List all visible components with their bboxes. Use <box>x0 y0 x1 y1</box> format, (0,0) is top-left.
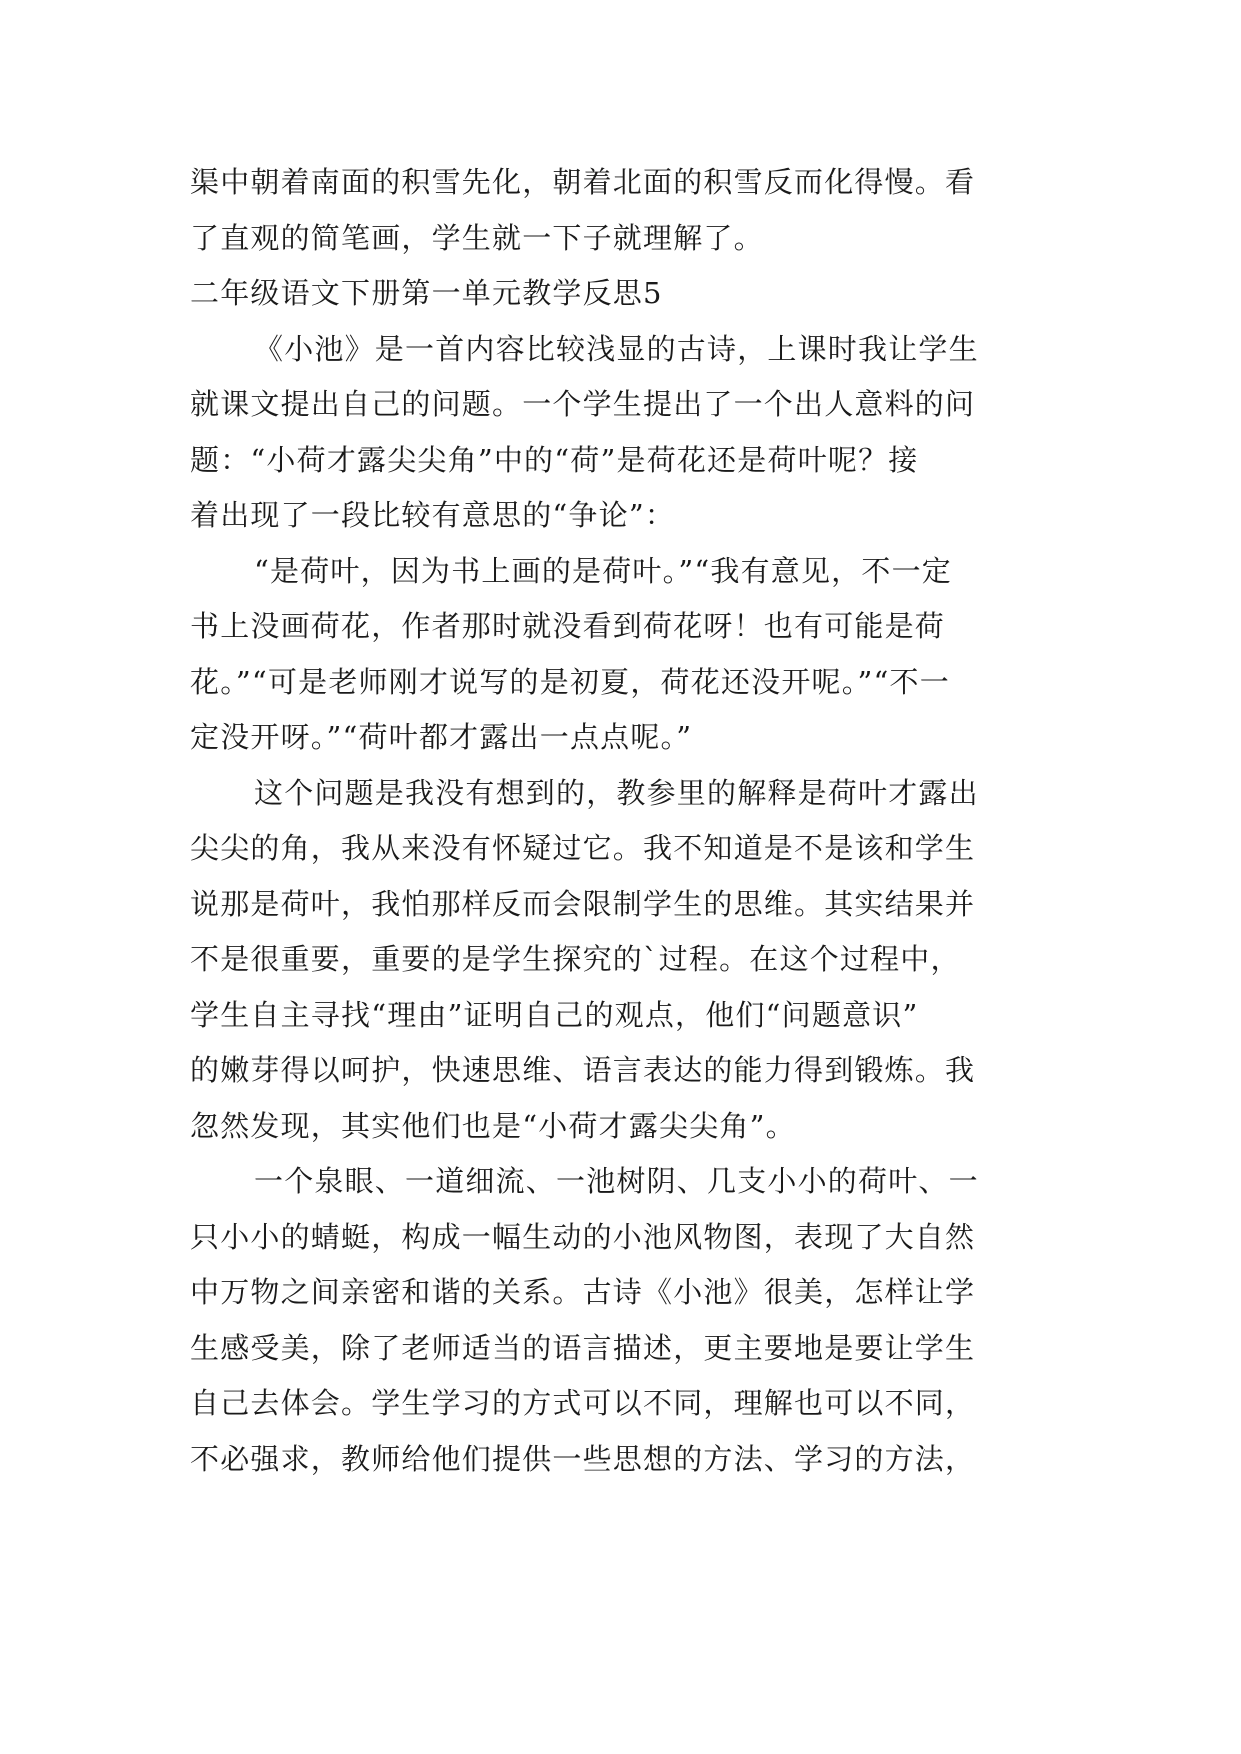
text-line: 就课文提出自己的问题。一个学生提出了一个出人意料的问 <box>190 387 976 421</box>
text-line: 花。”“可是老师刚才说写的是初夏，荷花还没开呢。”“不一 <box>190 664 950 699</box>
text-line: 渠中朝着南面的积雪先化，朝着北面的积雪反而化得慢。看 <box>190 165 976 199</box>
text-line: 尖尖的角，我从来没有怀疑过它。我不知道是不是该和学生 <box>190 831 976 865</box>
text-line: 学生自主寻找“理由”证明自己的观点，他们“问题意识” <box>190 997 919 1032</box>
text-line: 忽然发现，其实他们也是“小荷才露尖尖角”。 <box>190 1108 796 1143</box>
text-line: 了直观的简笔画，学生就一下子就理解了。 <box>190 220 764 255</box>
text-line: 自己去体会。学生学习的方式可以不同，理解也可以不同， <box>190 1386 976 1420</box>
text-line: 生感受美，除了老师适当的语言描述，更主要地是要让学生 <box>190 1330 976 1365</box>
text-line: 说那是荷叶，我怕那样反而会限制学生的思维。其实结果并 <box>190 886 976 921</box>
text-line: 只小小的蜻蜓，构成一幅生动的小池风物图，表现了大自然 <box>190 1219 976 1254</box>
text-line: 中万物之间亲密和谐的关系。古诗《小池》很美，怎样让学 <box>190 1275 976 1309</box>
text-line: 定没开呀。”“荷叶都才露出一点点呢。” <box>190 720 693 754</box>
text-line: 《小池》是一首内容比较浅显的古诗，上课时我让学生 <box>254 331 979 366</box>
text-line: 题：“小荷才露尖尖角”中的“荷”是荷花还是荷叶呢？接 <box>190 442 919 477</box>
text-line: 着出现了一段比较有意思的“争论”： <box>190 498 676 532</box>
text-line: 的嫩芽得以呵护，快速思维、语言表达的能力得到锻炼。我 <box>190 1053 976 1087</box>
document-body <box>190 155 1048 1487</box>
text-line: 不必强求，教师给他们提供一些思想的方法、学习的方法， <box>190 1441 976 1476</box>
text-line: “是荷叶，因为书上画的是荷叶。”“我有意见，不一定 <box>254 553 952 588</box>
text-line: 不是很重要，重要的是学生探究的`过程。在这个过程中， <box>190 942 961 976</box>
text-line: 这个问题是我没有想到的，教参里的解释是荷叶才露出 <box>254 775 979 810</box>
text-line: 书上没画荷花，作者那时就没看到荷花呀！也有可能是荷 <box>190 609 946 643</box>
text-line: 一个泉眼、一道细流、一池树阴、几支小小的荷叶、一 <box>254 1164 979 1198</box>
section-heading: 二年级语文下册第一单元教学反思5 <box>190 276 663 310</box>
